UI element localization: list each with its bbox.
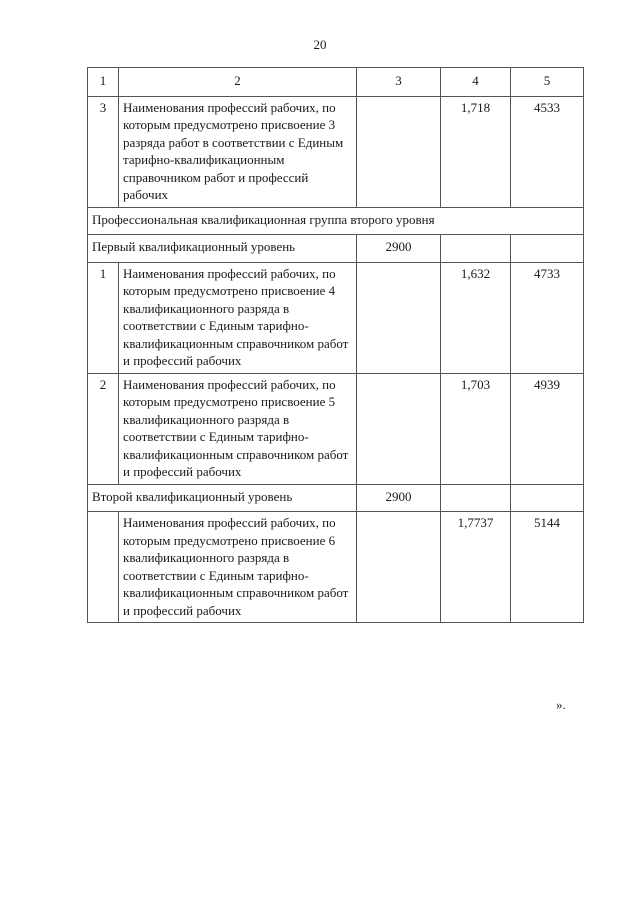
qualification-group-row — [88, 207, 584, 235]
row-number-cell: 3 — [88, 96, 119, 207]
qualification-level-row — [88, 235, 584, 263]
page-number: 20 — [313, 37, 327, 52]
base-salary-cell — [357, 262, 441, 373]
empty-cell — [511, 235, 584, 263]
table-row — [88, 512, 584, 623]
salary-cell: 4733 — [511, 262, 584, 373]
empty-cell — [511, 484, 584, 512]
tariff-table — [87, 67, 584, 623]
coefficient-cell: 1,7737 — [441, 512, 511, 623]
salary-cell: 4533 — [511, 96, 584, 207]
qualification-level-title: Второй квалификационный уровень — [88, 484, 357, 512]
qualification-level-title: Первый квалификационный уровень — [88, 235, 357, 263]
qualification-level-row — [88, 484, 584, 512]
header-cell-5: 5 — [511, 68, 584, 97]
base-salary-cell — [357, 373, 441, 484]
header-cell-1: 1 — [88, 68, 119, 97]
table-row — [88, 262, 584, 373]
qualification-group-title: Профессиональная квалификационная группа второго уровня — [88, 207, 584, 235]
coefficient-cell: 1,718 — [441, 96, 511, 207]
row-number-cell: 2 — [88, 373, 119, 484]
base-salary-cell — [357, 96, 441, 207]
table-row — [88, 96, 584, 207]
header-cell-4: 4 — [441, 68, 511, 97]
row-number-cell — [88, 512, 119, 623]
profession-description-cell: Наименования профессий рабочих, по которым предусмотрено присвоение 5 квалификационного разряда в соответствии с Единым тарифно-квалификационным справочником работ и профессий рабочих — [119, 373, 357, 484]
closing-quote-mark: ». — [556, 697, 566, 712]
profession-description-cell: Наименования профессий рабочих, по которым предусмотрено присвоение 4 квалификационного разряда в соответствии с Единым тарифно-квалификационным справочником работ и профессий рабочих — [119, 262, 357, 373]
empty-cell — [441, 484, 511, 512]
row-number-cell: 1 — [88, 262, 119, 373]
coefficient-cell: 1,703 — [441, 373, 511, 484]
table-header-row — [88, 68, 584, 97]
base-salary-cell — [357, 512, 441, 623]
base-salary-cell: 2900 — [357, 235, 441, 263]
profession-description-cell: Наименования профессий рабочих, по которым предусмотрено присвоение 6 квалификационного разряда в соответствии с Единым тарифно-квалификационным справочником работ и профессий рабочих — [119, 512, 357, 623]
empty-cell — [441, 235, 511, 263]
profession-description-cell: Наименования профессий рабочих, по которым предусмотрено присвоение 3 разряда работ в соответствии с Единым тарифно-квалификационным справочником работ и профессий рабочих — [119, 96, 357, 207]
salary-cell: 4939 — [511, 373, 584, 484]
header-cell-2: 2 — [119, 68, 357, 97]
coefficient-cell: 1,632 — [441, 262, 511, 373]
header-cell-3: 3 — [357, 68, 441, 97]
table-row — [88, 373, 584, 484]
salary-cell: 5144 — [511, 512, 584, 623]
base-salary-cell: 2900 — [357, 484, 441, 512]
